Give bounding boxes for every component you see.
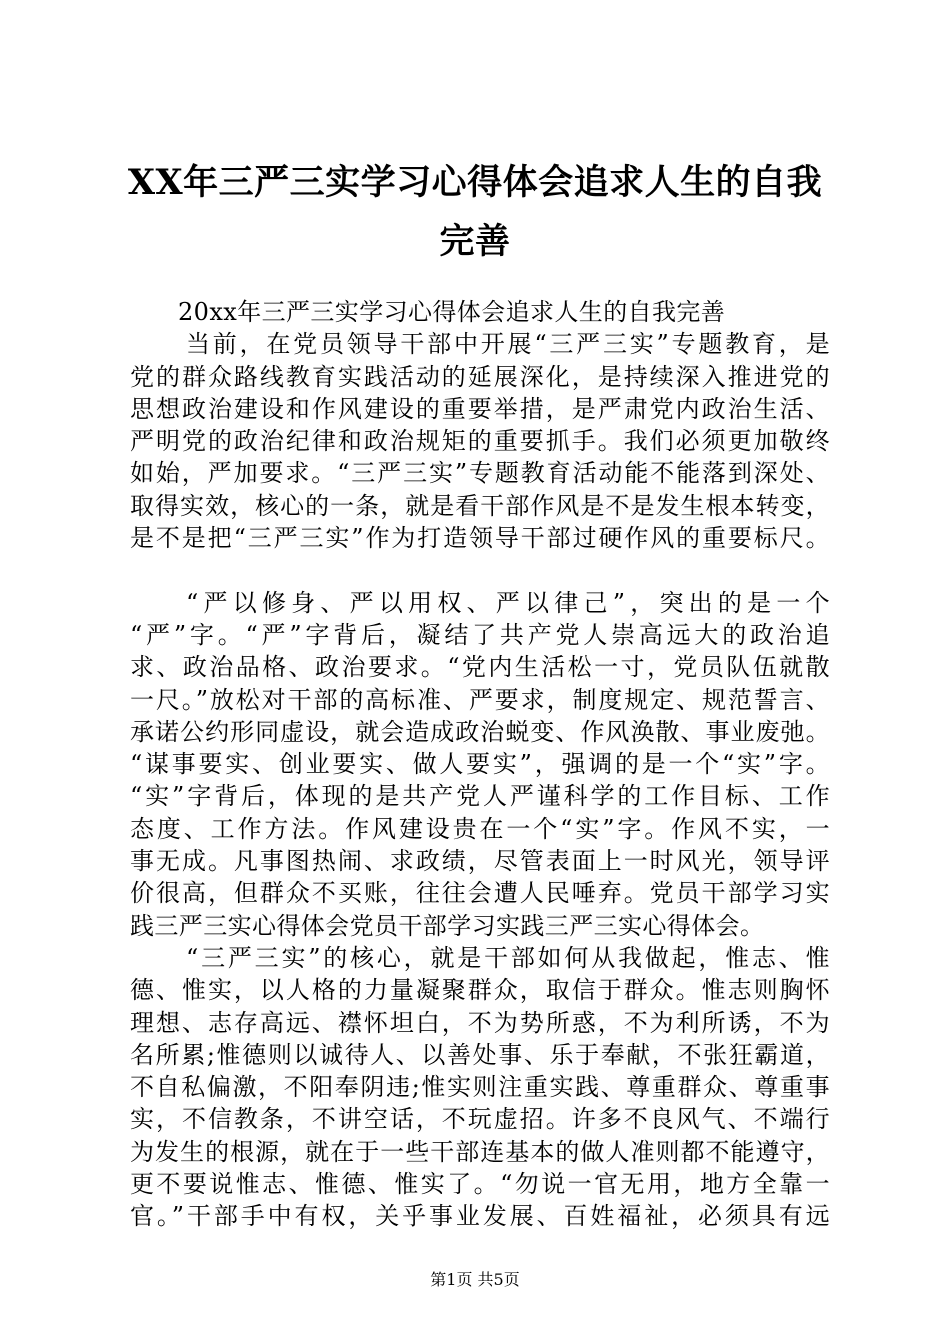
paragraph-line: 为发生的根源，就在于一些干部连基本的做人准则都不能遵守， [130,1137,830,1166]
paragraph-line: 求、政治品格、政治要求。“党内生活松一寸，党员队伍就散 [130,653,830,682]
paragraph-line: 当前，在党员领导干部中开展“三严三实”专题教育，是 [186,330,830,359]
paragraph-line: 如始，严加要求。“三严三实”专题教育活动能不能落到深处、 [130,459,830,488]
paragraph-line: 不自私偏激，不阳奉阴违;惟实则注重实践、尊重群众、尊重事 [130,1073,830,1102]
paragraph-line: “严”字。“严”字背后，凝结了共产党人崇高远大的政治追 [130,620,830,649]
paragraph-line: 名所累;惟德则以诚待人、以善处事、乐于奉献，不张狂霸道， [130,1040,830,1069]
paragraph-line: “实”字背后，体现的是共产党人严谨科学的工作目标、工作 [130,782,830,811]
paragraph-line: 价很高，但群众不买账，往往会遭人民唾弃。党员干部学习实 [130,879,830,908]
page-number-footer: 第1页 共5页 [430,1270,520,1289]
paragraph-line: “严以修身、严以用权、严以律己”，突出的是一个 [186,588,830,617]
paragraph-line: 更不要说惟志、惟德、惟实了。“勿说一官无用，地方全靠一 [130,1170,830,1199]
paragraph-line: 官。”干部手中有权，关乎事业发展、百姓福祉，必须具有远 [130,1202,830,1231]
paragraph-line: 党的群众路线教育实践活动的延展深化，是持续深入推进党的 [130,362,830,391]
paragraph-line: 一尺。”放松对干部的高标准、严要求，制度规定、规范誓言、 [130,685,830,714]
paragraph-line: 德、惟实，以人格的力量凝聚群众，取信于群众。惟志则胸怀 [130,976,830,1005]
paragraph-line: 严明党的政治纪律和政治规矩的重要抓手。我们必须更加敬终 [130,427,830,456]
paragraph-line: 态度、工作方法。作风建设贵在一个“实”字。作风不实，一 [130,814,830,843]
paragraph-line: 理想、志存高远、襟怀坦白，不为势所惑，不为利所诱，不为 [130,1008,830,1037]
document-body [130,296,830,1233]
paragraph-line: 实，不信教条，不讲空话，不玩虚招。许多不良风气、不端行 [130,1105,830,1134]
paragraph-line: “谋事要实、创业要实、做人要实”，强调的是一个“实”字。 [130,750,830,779]
subtitle-line: 20xx年三严三实学习心得体会追求人生的自我完善 [178,298,726,326]
paragraph-line: 是不是把“三严三实”作为打造领导干部过硬作风的重要标尺。 [130,524,830,553]
document-title-line-1: XX年三严三实学习心得体会追求人生的自我 [127,162,823,203]
document-title-line-2: 完善 [439,221,511,262]
paragraph-line: 取得实效，核心的一条，就是看干部作风是不是发生根本转变， [130,491,830,520]
paragraph-gap [130,554,830,586]
paragraph-line: 事无成。凡事图热闹、求政绩，尽管表面上一时风光，领导评 [130,847,830,876]
paragraph-line: “三严三实”的核心，就是干部如何从我做起，惟志、惟 [186,943,830,972]
paragraph-line: 践三严三实心得体会党员干部学习实践三严三实心得体会。 [130,911,765,940]
paragraph-line: 承诺公约形同虚设，就会造成政治蜕变、作风涣散、事业废弛。 [130,717,830,746]
paragraph-line: 思想政治建设和作风建设的重要举措，是严肃党内政治生活、 [130,394,830,423]
